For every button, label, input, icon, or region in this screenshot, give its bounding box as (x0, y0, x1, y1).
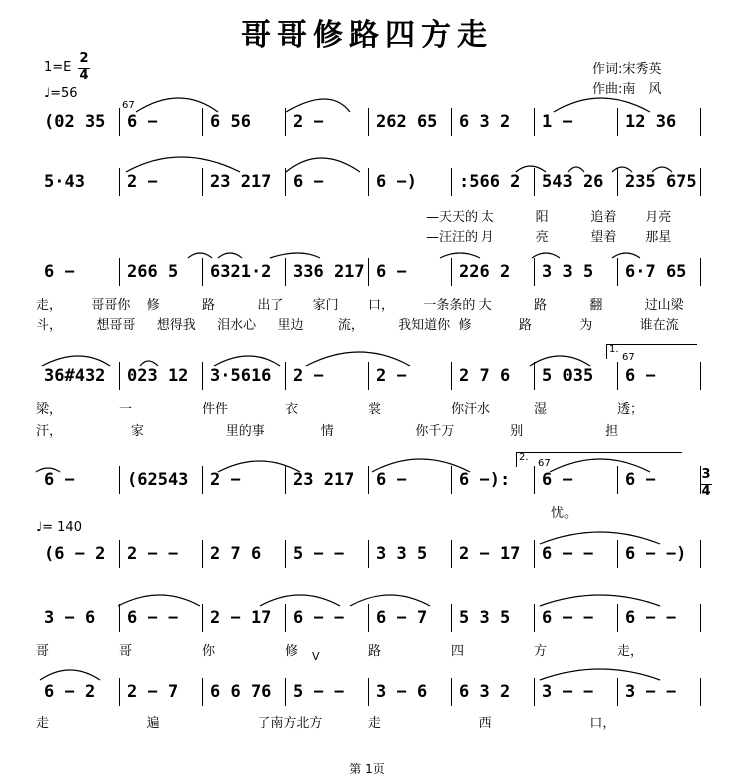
measure: 6 −): (459, 470, 511, 490)
measure: 3 3 5 (542, 262, 594, 282)
measure: 3 − 6 (376, 682, 428, 702)
lyric-syllable: 我知道你 (398, 318, 451, 333)
grace-note: 67 (622, 352, 635, 363)
barline (285, 168, 286, 196)
measure: 3 − − (625, 682, 677, 702)
lyric-syllable: 汗， (36, 424, 63, 439)
barline-end (700, 108, 701, 136)
measure: 1 − (542, 112, 573, 132)
barline-end (700, 258, 701, 286)
measure: 2 7 6 (210, 544, 262, 564)
barline (119, 362, 120, 390)
measure: 3 − 6 (44, 608, 96, 628)
lyric-syllable: 月亮 (645, 210, 672, 225)
tempo-marking-2 (36, 520, 82, 535)
measure: 6 −) (376, 172, 417, 192)
barline (534, 362, 535, 390)
measure: 5 − − (293, 544, 345, 564)
measure: 6·7 65 (625, 262, 687, 282)
measure: 6 − (376, 262, 407, 282)
barline (285, 362, 286, 390)
measure: 6 − − (542, 608, 594, 628)
barline (119, 678, 120, 706)
barline (368, 362, 369, 390)
time-signature-change-top: 3 (701, 467, 711, 482)
measure: (02 35 (44, 112, 106, 132)
lyric-syllable: 泪水心 (217, 318, 257, 333)
lyric-syllable: 情 (320, 424, 334, 439)
measure: 6 56 (210, 112, 251, 132)
barline (617, 362, 618, 390)
grace-note: 67 (122, 100, 135, 111)
measure: 2 − 7 (127, 682, 179, 702)
measure: 5 3 5 (459, 608, 511, 628)
slur (350, 595, 430, 606)
barline (368, 168, 369, 196)
lyrics-line (36, 226, 700, 244)
barline-end (700, 168, 701, 196)
lyrics-line (36, 640, 700, 658)
barline (202, 108, 203, 136)
lyric-syllable: 梁， (36, 402, 63, 417)
lyric-syllable: 里边 (277, 318, 304, 333)
lyric-syllable: 阳 (535, 210, 549, 225)
lyric-syllable: 件件 (202, 402, 229, 417)
lyrics-line (36, 712, 700, 730)
barline (368, 604, 369, 632)
composer: 作曲:南 风 (592, 82, 662, 97)
measure: 2 − (127, 172, 158, 192)
lyric-syllable: 走 (368, 716, 382, 731)
barline (534, 540, 535, 568)
measure: 2 7 6 (459, 366, 511, 386)
volta-bracket-1 (606, 344, 697, 359)
measure: 6 3 2 (459, 682, 511, 702)
lyric-syllable: 想得我 (156, 318, 196, 333)
measure: 2 − (376, 366, 407, 386)
breath-mark: V (312, 650, 320, 663)
lyrics-line (36, 206, 700, 224)
lyric-syllable: 口， (368, 298, 395, 313)
lyric-syllable: 出了 (257, 298, 284, 313)
measure: 6321·2 (210, 262, 272, 282)
lyric-syllable: 担 (605, 424, 619, 439)
barline (451, 362, 452, 390)
measure: 6 − − (293, 608, 345, 628)
lyric-syllable: 你千万 (415, 424, 455, 439)
barline (119, 108, 120, 136)
lyric-syllable: 西 (478, 716, 492, 731)
lyric-syllable: 哥 (119, 644, 133, 659)
barline (451, 258, 452, 286)
barline (617, 108, 618, 136)
lyric-syllable: 衣 (285, 402, 299, 417)
barline (617, 466, 618, 494)
lyric-syllable: 了南方北方 (257, 716, 323, 731)
staff-line (36, 542, 700, 566)
barline (534, 604, 535, 632)
slur (188, 253, 212, 258)
barline (202, 604, 203, 632)
barline (202, 678, 203, 706)
barline (202, 466, 203, 494)
barline (451, 604, 452, 632)
barline (202, 168, 203, 196)
slur (540, 595, 660, 606)
measure: 6 − 7 (376, 608, 428, 628)
measure: 6 3 2 (459, 112, 511, 132)
measure: 6 − 2 (44, 682, 96, 702)
measure: (62543 (127, 470, 189, 490)
lyric-syllable: 透； (617, 402, 644, 417)
time-signature-change-bottom: 4 (701, 484, 711, 499)
measure: 3 − − (542, 682, 594, 702)
lyric-syllable: 哥 (36, 644, 50, 659)
measure: 6 − (625, 470, 656, 490)
barline (617, 678, 618, 706)
measure: 2 − 17 (210, 608, 272, 628)
slur (440, 253, 480, 258)
tempo-value-2: = 140 (42, 520, 82, 535)
measure: 6 − (293, 172, 324, 192)
staff-line (36, 364, 700, 388)
barline (617, 258, 618, 286)
barline (617, 604, 618, 632)
volta-2-label: 2. (519, 452, 529, 463)
lyric-syllable: 翻 (589, 298, 603, 313)
barline-end (700, 540, 701, 568)
lyricist: 作词:宋秀英 (592, 62, 662, 77)
barline (202, 258, 203, 286)
quarter-note-icon: ♩ (36, 520, 43, 535)
slur (118, 595, 200, 606)
measure: 6 − (376, 470, 407, 490)
lyric-syllable: —天天的 (426, 210, 479, 225)
barline (285, 678, 286, 706)
lyric-syllable: 修 (146, 298, 160, 313)
measure: 543 26 (542, 172, 604, 192)
measure: 3 3 5 (376, 544, 428, 564)
barline (534, 168, 535, 196)
measure: 023 12 (127, 366, 189, 386)
lyric-syllable: 走 (36, 716, 50, 731)
lyric-syllable: 修 (458, 318, 472, 333)
song-title: 哥哥修路四方走 (241, 18, 493, 53)
measure: 226 2 (459, 262, 511, 282)
barline-end (700, 362, 701, 390)
measure: 6 − − (127, 608, 179, 628)
lyric-syllable: 一条条的 (423, 298, 476, 313)
barline (451, 168, 452, 196)
measure: 6 − (127, 112, 158, 132)
barline (534, 108, 535, 136)
slur (260, 595, 340, 606)
lyric-syllable: 一 (119, 402, 133, 417)
key-signature: 1=E (44, 60, 72, 75)
page-footer: 第 1页 (349, 762, 385, 776)
grace-note: 67 (538, 458, 551, 469)
measure: 6 − (44, 262, 75, 282)
barline (534, 258, 535, 286)
slur (532, 253, 560, 258)
measure: 6 − (625, 366, 656, 386)
barline-end (700, 604, 701, 632)
barline (368, 466, 369, 494)
lyric-syllable: 别 (510, 424, 524, 439)
measure: 6 − (542, 470, 573, 490)
lyric-syllable: 望着 (590, 230, 617, 245)
barline (368, 258, 369, 286)
measure: 36#432 (44, 366, 106, 386)
measure: 2 − − (127, 544, 179, 564)
staff-line (36, 170, 700, 194)
quarter-note-icon: ♩ (44, 86, 51, 101)
barline (285, 604, 286, 632)
lyric-syllable: 过山梁 (644, 298, 684, 313)
measure: 23 217 (293, 470, 355, 490)
lyric-syllable: 家门 (312, 298, 339, 313)
measure: 2 − (293, 112, 324, 132)
barline (119, 168, 120, 196)
measure: 262 65 (376, 112, 438, 132)
barline (617, 540, 618, 568)
lyric-syllable: 你汗水 (451, 402, 491, 417)
time-signature-top: 2 (79, 51, 89, 66)
barline (534, 678, 535, 706)
measure: 3·5616 (210, 366, 272, 386)
barline (202, 540, 203, 568)
staff-line (36, 606, 700, 630)
lyric-syllable: 忧。 (551, 506, 578, 521)
barline-end (700, 678, 701, 706)
lyric-syllable: 为 (579, 318, 593, 333)
barline (368, 678, 369, 706)
barline (534, 466, 535, 494)
lyric-syllable: 路 (202, 298, 216, 313)
measure: 2 − (293, 366, 324, 386)
lyric-syllable: 那星 (645, 230, 672, 245)
volta-1-label: 1. (609, 344, 619, 355)
lyrics-line (36, 398, 700, 416)
slur (40, 670, 100, 680)
measure: 6 − − (542, 544, 594, 564)
lyric-syllable: 口， (589, 716, 616, 731)
lyric-syllable: —汪汪的 (426, 230, 479, 245)
measure: 266 5 (127, 262, 179, 282)
lyric-syllable: 大 (478, 298, 492, 313)
lyric-syllable: 谁在流 (639, 318, 679, 333)
measure: 6 − −) (625, 544, 687, 564)
lyric-syllable: 遍 (146, 716, 160, 731)
lyrics-line (36, 502, 700, 520)
barline (285, 108, 286, 136)
tempo-value: =56 (50, 86, 78, 101)
staff-line (36, 110, 700, 134)
barline (617, 168, 618, 196)
slur (270, 253, 320, 258)
measure: 5 − − (293, 682, 345, 702)
barline (285, 540, 286, 568)
measure: :566 2 (459, 172, 521, 192)
lyric-syllable: 路 (534, 298, 548, 313)
slur (218, 253, 242, 258)
tempo-marking (44, 86, 78, 101)
measure: 2 − 17 (459, 544, 521, 564)
lyric-syllable: 走， (617, 644, 644, 659)
lyric-syllable: 四 (451, 644, 465, 659)
lyric-syllable: 湿 (534, 402, 548, 417)
lyric-syllable: 走， (36, 298, 63, 313)
barline (451, 108, 452, 136)
lyric-syllable: 月 (480, 230, 494, 245)
barline (285, 258, 286, 286)
barline (285, 466, 286, 494)
lyric-syllable: 太 (480, 210, 494, 225)
staff-line (36, 468, 700, 492)
lyric-syllable: 追着 (590, 210, 617, 225)
measure: 6 6 76 (210, 682, 272, 702)
measure: 6 − − (625, 608, 677, 628)
lyric-syllable: 路 (518, 318, 532, 333)
lyric-syllable: 哥哥你 (91, 298, 131, 313)
barline (368, 108, 369, 136)
barline (119, 258, 120, 286)
measure: (6 − 2 (44, 544, 106, 564)
measure: 12 36 (625, 112, 677, 132)
staff-line (36, 680, 700, 704)
measure: 235 675 (625, 172, 697, 192)
lyric-syllable: 斗， (36, 318, 63, 333)
lyric-syllable: 想哥哥 (96, 318, 136, 333)
lyric-syllable: 家 (130, 424, 144, 439)
barline (368, 540, 369, 568)
slur (540, 669, 660, 680)
barline (451, 678, 452, 706)
lyrics-line (36, 314, 700, 332)
measure: 5 035 (542, 366, 594, 386)
measure: 336 217 (293, 262, 365, 282)
staff-line (36, 260, 700, 284)
lyric-syllable: 你 (202, 644, 216, 659)
lyric-syllable: 亮 (535, 230, 549, 245)
barline (119, 604, 120, 632)
volta-bracket-2 (516, 452, 682, 467)
lyric-syllable: 路 (368, 644, 382, 659)
barline (119, 466, 120, 494)
barline (451, 466, 452, 494)
measure: 2 − (210, 470, 241, 490)
lyric-syllable: 里的事 (225, 424, 265, 439)
lyric-syllable: 修 (285, 644, 299, 659)
barline (202, 362, 203, 390)
lyrics-line (36, 294, 700, 312)
lyric-syllable: 方 (534, 644, 548, 659)
lyric-syllable: 流， (337, 318, 364, 333)
lyric-syllable: 裳 (368, 402, 382, 417)
barline (451, 540, 452, 568)
measure: 23 217 (210, 172, 272, 192)
lyrics-line (36, 420, 700, 438)
measure: 5·43 (44, 172, 85, 192)
barline (119, 540, 120, 568)
measure: 6 − (44, 470, 75, 490)
time-signature-bottom: 4 (79, 68, 89, 83)
